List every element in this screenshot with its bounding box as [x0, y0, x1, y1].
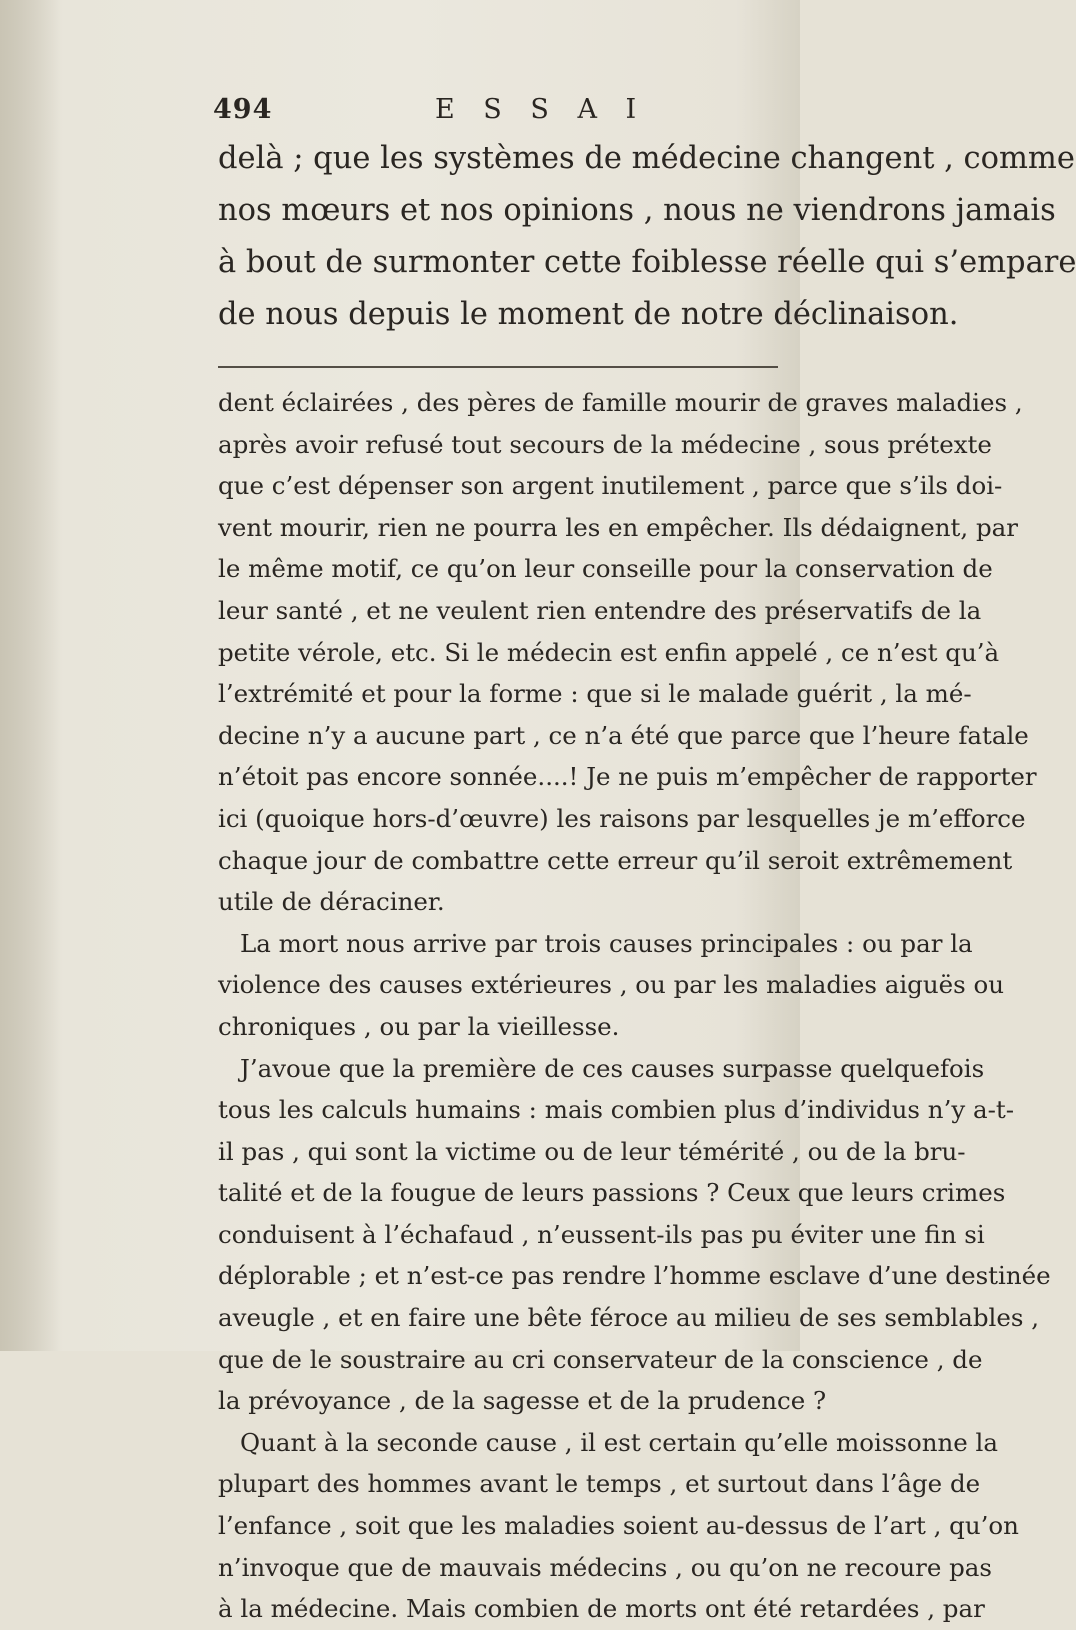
text-line: violence des causes extérieures , ou par les maladies aiguës ou — [218, 970, 1005, 1000]
text-line: petite vérole, etc. Si le médecin est enfin appelé , ce n’est qu’à — [218, 637, 1000, 667]
text-line: leur santé , et ne veulent rien entendre des préservatifs de la — [218, 595, 982, 625]
text-line: dent éclairées , des pères de famille mourir de graves maladies , — [218, 388, 1023, 417]
text-line: déplorable ; et n’est-ce pas rendre l’homme esclave d’une destinée — [218, 1261, 1051, 1291]
text-line: à bout de surmonter cette foiblesse réelle qui s’empare — [218, 245, 1076, 280]
text-line: il pas , qui sont la victime ou de leur témérité , ou de la bru- — [218, 1136, 966, 1166]
main-text — [218, 382, 1051, 1630]
text-line: l’extrémité et pour la forme : que si le malade guérit , la mé- — [218, 679, 972, 709]
text-line: de nous depuis le moment de notre déclinaison. — [218, 297, 959, 332]
text-line: à la médecine. Mais combien de morts ont été retardées , par — [218, 1594, 985, 1624]
text-line: Quant à la seconde cause , il est certain qu’elle moissonne la — [240, 1427, 999, 1457]
text-line: nos mœurs et nos opinions , nous ne viendrons jamais — [218, 193, 1056, 228]
top-paragraph — [218, 133, 1076, 341]
text-line: après avoir refusé tout secours de la médecine , sous prétexte — [218, 429, 992, 459]
separator-rule — [218, 366, 778, 368]
text-line: J’avoue que la première de ces causes surpasse quelquefois — [240, 1053, 985, 1083]
text-line: chaque jour de combattre cette erreur qu’il seroit extrêmement — [218, 845, 1013, 875]
text-line: plupart des hommes avant le temps , et surtout dans l’âge de — [218, 1469, 981, 1499]
page-shadow — [0, 0, 60, 1351]
text-line: tous les calculs humains : mais combien plus d’individus n’y a-t- — [218, 1095, 1014, 1125]
text-line: ici (quoique hors-d’œuvre) les raisons par lesquelles je m’efforce — [218, 803, 1026, 833]
text-line: que de le soustraire au cri conservateur de la conscience , de — [218, 1344, 983, 1374]
text-line: l’enfance , soit que les maladies soient au-dessus de l’art , qu’on — [218, 1511, 1019, 1541]
page-header — [213, 90, 773, 130]
text-line: utile de déraciner. — [218, 887, 445, 917]
text-line: delà ; que les systèmes de médecine changent , comme — [218, 141, 1075, 176]
text-line: n’étoit pas encore sonnée....! Je ne puis m’empêcher de rapporter — [218, 762, 1037, 792]
running-title: E S S A I — [435, 94, 647, 125]
text-line: vent mourir, rien ne pourra les en empêcher. Ils dédaignent, par — [218, 512, 1018, 542]
text-line: que c’est dépenser son argent inutilement , parce que s’ils doi- — [218, 471, 1003, 501]
text-line: chroniques , ou par la vieillesse. — [218, 1011, 620, 1041]
text-line: talité et de la fougue de leurs passions ? Ceux que leurs crimes — [218, 1178, 1006, 1208]
text-line: decine n’y a aucune part , ce n’a été que parce que l’heure fatale — [218, 720, 1029, 750]
text-line: conduisent à l’échafaud , n’eussent-ils pas pu éviter une fin si — [218, 1219, 985, 1249]
text-line: n’invoque que de mauvais médecins , ou qu’on ne recoure pas — [218, 1552, 992, 1582]
text-line: La mort nous arrive par trois causes principales : ou par la — [240, 928, 973, 958]
text-line: aveugle , et en faire une bête féroce au milieu de ses semblables , — [218, 1303, 1039, 1333]
text-line: le même motif, ce qu’on leur conseille pour la conservation de — [218, 554, 993, 584]
page-number: 494 — [213, 94, 273, 125]
text-line: la prévoyance , de la sagesse et de la prudence ? — [218, 1386, 827, 1416]
